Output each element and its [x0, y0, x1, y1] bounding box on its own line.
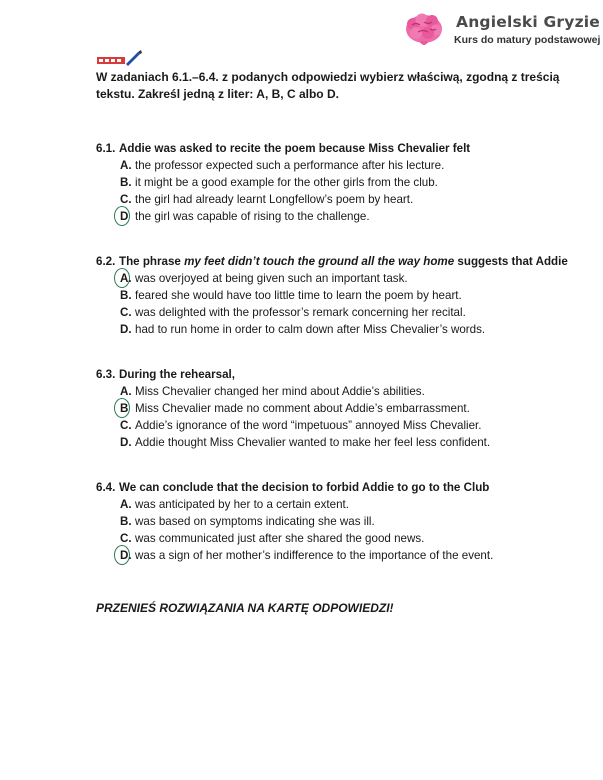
question-number: 6.4. — [96, 481, 116, 494]
option-letter: B. — [120, 176, 132, 189]
option-letter: B. — [120, 289, 132, 302]
option-text: was anticipated by her to a certain extent. — [135, 498, 349, 511]
option-text: Addie thought Miss Chevalier wanted to make her feel less confident. — [135, 436, 491, 449]
question-title — [96, 366, 576, 383]
option-text: Miss Chevalier changed her mind about Addie’s abilities. — [135, 385, 425, 398]
option-letter: D — [120, 210, 129, 223]
answer-option[interactable] — [96, 270, 576, 287]
answer-option[interactable] — [96, 174, 576, 191]
question-number: 6.3. — [96, 368, 116, 381]
option-text: it might be a good example for the other girls from the club. — [135, 176, 438, 189]
option-text: the girl had already learnt Longfellow’s poem by heart. — [135, 193, 414, 206]
answer-option[interactable] — [96, 417, 576, 434]
footer-note: PRZENIEŚ ROZWIĄZANIA NA KARTĘ ODPOWIEDZI! — [96, 601, 394, 615]
option-letter: D. — [120, 549, 132, 562]
answer-option[interactable] — [96, 383, 576, 400]
answer-option[interactable] — [96, 157, 576, 174]
option-letter: C. — [120, 419, 132, 432]
answer-option[interactable] — [96, 321, 576, 338]
question-title — [96, 479, 576, 496]
question-text: During the rehearsal, — [119, 368, 235, 381]
question-text: Addie was asked to recite the poem because Miss Chevalier felt — [119, 142, 471, 155]
question-6-2 — [96, 253, 576, 338]
answer-option[interactable] — [96, 530, 576, 547]
option-letter: A. — [120, 498, 132, 511]
task-instructions: W zadaniach 6.1.–6.4. z podanych odpowiedzi wybierz właściwą, zgodną z treścią tekstu. Zakreśl jedną z liter: A, B, C albo D. — [96, 70, 560, 101]
option-text: Addie’s ignorance of the word “impetuous” annoyed Miss Chevalier. — [135, 419, 482, 432]
brand-subtitle: Kurs do matury podstawowej — [454, 34, 601, 46]
question-text: We can conclude that the decision to forbid Addie to go to the Club — [119, 481, 490, 494]
question-number: 6.2. — [96, 255, 116, 268]
answer-option[interactable] — [96, 434, 576, 451]
question-number: 6.1. — [96, 142, 116, 155]
option-text: was based on symptoms indicating she was ill. — [135, 515, 375, 528]
option-text: was overjoyed at being given such an important task. — [135, 272, 408, 285]
option-letter: C. — [120, 193, 132, 206]
option-text: the girl was capable of rising to the challenge. — [135, 210, 370, 223]
question-6-3 — [96, 366, 576, 451]
question-6-4 — [96, 479, 576, 564]
brain-icon — [404, 12, 444, 48]
option-letter: B — [120, 402, 129, 415]
option-letter: C. — [120, 306, 132, 319]
option-letter: C. — [120, 532, 132, 545]
brand-name: Angielski Gryzie — [456, 13, 601, 31]
answer-option[interactable] — [96, 400, 576, 417]
question-emphasis: my feet didn’t touch the ground all the way home — [184, 255, 455, 268]
question-text: The phrase — [119, 255, 185, 268]
answer-option[interactable] — [96, 287, 576, 304]
question-title — [96, 253, 576, 270]
question-text-after: suggests that Addie — [454, 255, 568, 268]
answer-option[interactable] — [96, 513, 576, 530]
option-text: Miss Chevalier made no comment about Addie’s embarrassment. — [135, 402, 470, 415]
pencil-icon — [96, 50, 144, 66]
option-letter: D. — [120, 323, 132, 336]
question-6-1 — [96, 140, 576, 225]
option-letter: A. — [120, 385, 132, 398]
option-text: was delighted with the professor’s remark concerning her recital. — [135, 306, 466, 319]
option-letter: A. — [120, 159, 132, 172]
option-letter: B. — [120, 515, 132, 528]
option-letter: D. — [120, 436, 132, 449]
answer-option[interactable] — [96, 496, 576, 513]
answer-option[interactable] — [96, 208, 576, 225]
option-text: was a sign of her mother’s indifference to the importance of the event. — [135, 549, 494, 562]
brand-header — [404, 10, 601, 52]
option-text: was communicated just after she shared the good news. — [135, 532, 425, 545]
answer-option[interactable] — [96, 304, 576, 321]
question-title — [96, 140, 576, 157]
option-text: feared she would have too little time to learn the poem by heart. — [135, 289, 462, 302]
answer-option[interactable] — [96, 547, 576, 564]
option-text: the professor expected such a performance after his lecture. — [135, 159, 445, 172]
option-text: had to run home in order to calm down after Miss Chevalier’s words. — [135, 323, 486, 336]
answer-option[interactable] — [96, 191, 576, 208]
option-letter: A. — [120, 272, 132, 285]
